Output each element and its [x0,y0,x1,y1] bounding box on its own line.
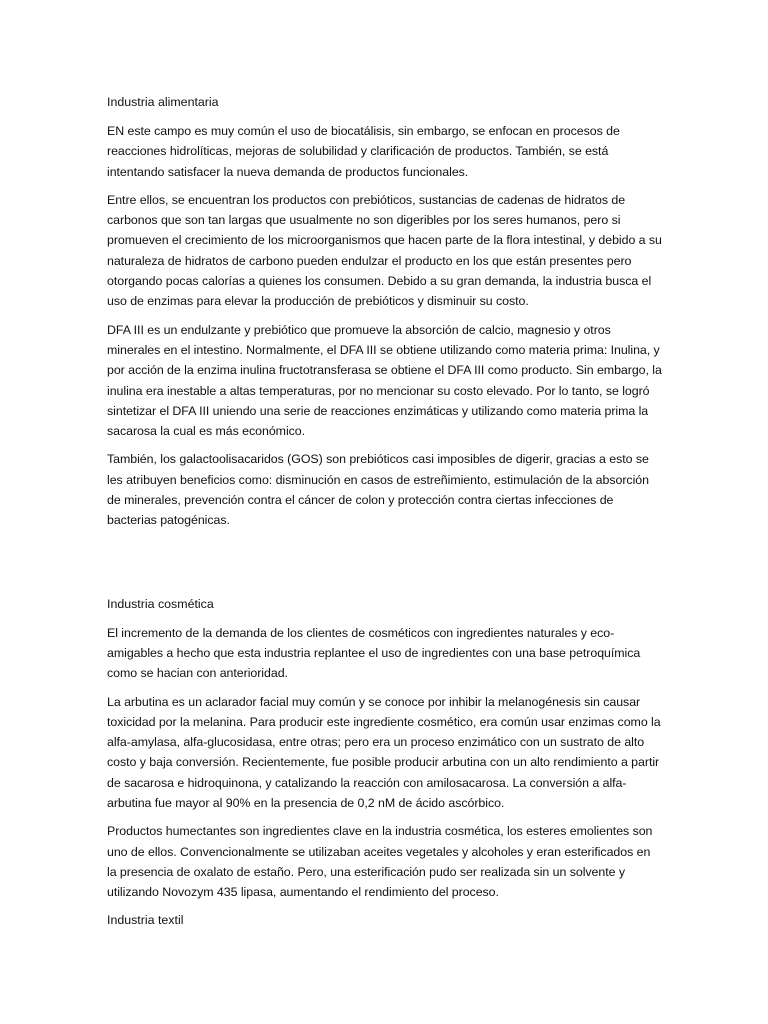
paragraph: El incremento de la demanda de los clientes de cosméticos con ingredientes naturales y eco-amigables a hecho que esta industria replantee el uso de ingredientes con una base petroquímica como se hacian con anterioridad. [107,625,641,681]
paragraph: EN este campo es muy común el uso de biocatálisis, sin embargo, se enfocan en procesos de reacciones hidrolíticas, mejoras de solubilidad y clarificación de productos. También, se está intentando satisfacer la nueva demanda de productos funcionales. [107,124,620,179]
section-heading-alimentaria: Industria alimentaria [107,95,219,109]
paragraph: DFA III es un endulzante y prebiótico que promueve la absorción de calcio, magnesio y otros minerales en el intestino. Normalmente, el DFA III se obtiene utilizando como materia prima: Inulina, y por acción de la enzima inulina fructotransferasa se obtiene el DFA III como producto. Sin embargo, la inulina era inestable a altas temperaturas, por no mencionar su costo elevado. Por lo tanto, se logró sintetizar el DFA III uniendo una serie de reacciones enzimáticas y utilizando como materia prima la sacarosa la cual es más económico. [107,322,662,439]
section-spacer [107,539,663,595]
paragraph: También, los galactoolisacaridos (GOS) son prebióticos casi imposibles de digerir, gracias a esto se les atribuyen beneficios como: disminución en casos de estreñimiento, estimulación de la absorción de minerales, prevención contra el cáncer de colon y protección contra ciertas infecciones de bacterias patogénicas. [107,452,649,528]
paragraph: Entre ellos, se encuentran los productos con prebióticos, sustancias de cadenas de hidratos de carbonos que son tan largas que usualmente no son digeribles por los seres humanos, pero si promueven el crecimiento de los microorganismos que hacen parte de la flora intestinal, y debido a su naturaleza de hidratos de carbono pueden endulzar el producto en los que están presentes pero otorgando pocas calorías a quienes los consumen. Debido a su gran demanda, la industria busca el uso de enzimas para elevar la producción de prebióticos y disminuir su costo. [107,192,662,309]
paragraph: La arbutina es un aclarador facial muy común y se conoce por inhibir la melanogénesis sin causar toxicidad por la melanina. Para producir este ingrediente cosmético, era común usar enzimas como la alfa-amylasa, alfa-glucosidasa, entre otras; pero era un proceso enzimático con un sustrato de alto costo y baja conversión. Recientemente, fue posible producir arbutina con un alto rendimiento a partir de sacarosa e hidroquinona, y catalizando la reacción con amilosacarosa. La conversión a alfa-arbutina fue mayor al 90% en la presencia de 0,2 nM de ácido ascórbico. [107,694,661,811]
section-heading-cosmetica: Industria cosmética [107,596,214,611]
document-page [107,93,663,939]
section-heading-textil: Industria textil [107,912,184,927]
paragraph: Productos humectantes son ingredientes clave en la industria cosmética, los esteres emolientes son uno de ellos. Convencionalmente se utilizaban aceites vegetales y alcoholes y eran esterificados en la presencia de oxalato de estaño. Pero, una esterificación pudo ser realizada sin un solvente y utilizando Novozym 435 lipasa, aumentando el rendimiento del proceso. [107,824,653,900]
